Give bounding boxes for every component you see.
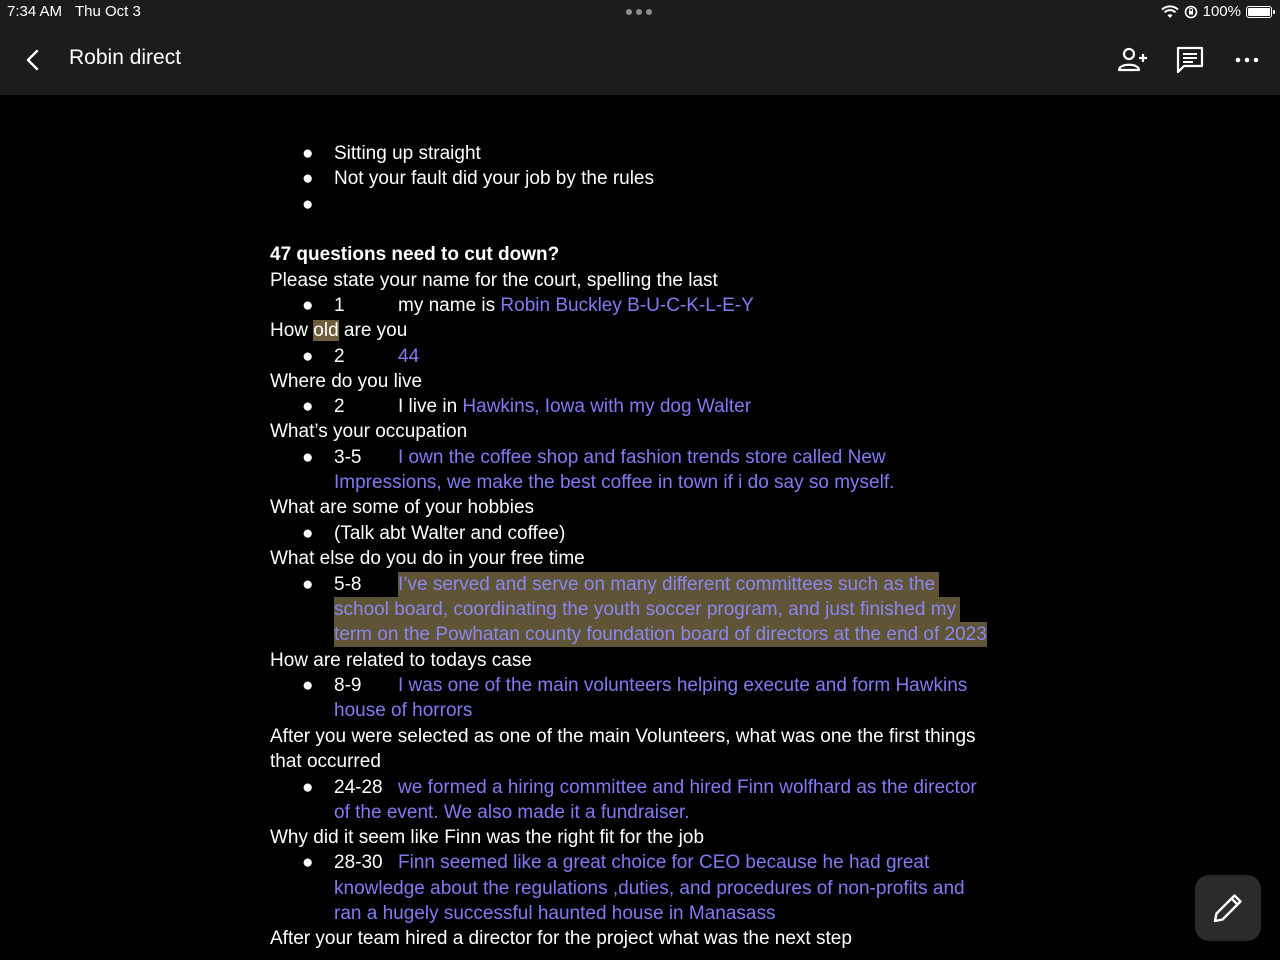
answer-prefix: I live in — [398, 396, 463, 417]
answer-continuation: ran a hugely successful haunted house in Manasass — [334, 903, 776, 924]
answer-prefix: my name is — [398, 295, 501, 316]
app-bar — [0, 24, 1280, 95]
answer-text — [398, 293, 754, 318]
status-indicators — [1161, 3, 1272, 20]
bullet-icon: ● — [302, 346, 314, 367]
answer-text: 44 — [398, 346, 420, 367]
answer-text: Finn seemed like a great choice for CEO because he had great — [398, 852, 930, 873]
answer-text — [398, 394, 751, 419]
bullet-icon: ● — [302, 194, 314, 215]
answer-value: Robin Buckley B-U-C-K-L-E-Y — [500, 295, 754, 316]
answer-text: I was one of the main volunteers helping execute and form Hawkins — [398, 675, 968, 696]
comment-icon — [1174, 45, 1206, 75]
question-text: Please state your name for the court, spelling the last — [270, 270, 718, 291]
line-ref: 24-28 — [334, 777, 383, 798]
answer-text: we formed a hiring committee and hired Finn wolfhard as the director — [398, 777, 977, 798]
line-ref: 3-5 — [334, 447, 362, 468]
bullet-icon: ● — [302, 574, 314, 595]
answer-continuation: house of horrors — [334, 700, 473, 721]
share-button[interactable] — [1117, 45, 1149, 75]
bullet-icon: ● — [302, 777, 314, 798]
pencil-icon — [1195, 875, 1261, 941]
wifi-icon — [1161, 5, 1179, 19]
bullet-icon: ● — [302, 143, 314, 164]
multitasking-dots-icon[interactable] — [626, 9, 652, 15]
line-ref: 2 — [334, 346, 345, 367]
chevron-left-icon — [18, 46, 48, 74]
status-bar — [0, 0, 1280, 24]
battery-icon — [1246, 6, 1272, 18]
bullet-icon: ● — [302, 295, 314, 316]
question-text: How are related to todays case — [270, 650, 532, 671]
line-ref: 5-8 — [334, 574, 362, 595]
line-ref: 28-30 — [334, 852, 383, 873]
bullet-icon: ● — [302, 852, 314, 873]
search-highlight: old — [313, 320, 339, 341]
question-text: What are some of your hobbies — [270, 497, 535, 518]
question-text: After you were selected as one of the main Volunteers, what was one the first things — [270, 726, 976, 747]
bullet-icon: ● — [302, 168, 314, 189]
document-title: Robin direct — [69, 46, 182, 69]
answer-value: Hawkins, Iowa with my dog Walter — [462, 396, 752, 417]
answer-continuation: knowledge about the regulations ,duties, and procedures of non-profits and — [334, 878, 965, 899]
question-text: that occurred — [270, 751, 381, 772]
question-text: What else do you do in your free time — [270, 548, 585, 569]
battery-percent: 100% — [1202, 3, 1241, 20]
add-person-icon — [1117, 45, 1149, 75]
orientation-lock-icon — [1184, 5, 1198, 19]
question-text: Where do you live — [270, 371, 423, 392]
bullet-icon: ● — [302, 675, 314, 696]
answer-text: I own the coffee shop and fashion trends store called New — [398, 447, 886, 468]
back-button[interactable] — [18, 46, 48, 74]
selected-answer-continuation: term on the Powhatan county foundation board of directors at the end of 2023 — [334, 624, 987, 645]
answer-continuation: Impressions, we make the best coffee in town if i do say so myself. — [334, 472, 895, 493]
line-ref: 8-9 — [334, 675, 362, 696]
question-part: How — [270, 320, 314, 341]
question-text: What’s your occupation — [270, 421, 468, 442]
answer-continuation: of the event. We also made it a fundraiser. — [334, 802, 690, 823]
comments-button[interactable] — [1174, 45, 1206, 75]
question-text — [270, 318, 407, 343]
line-ref: 2 — [334, 396, 345, 417]
bullet-icon: ● — [302, 523, 314, 544]
selected-answer-continuation: school board, coordinating the youth soccer program, and just finished my — [334, 597, 960, 622]
section-heading: 47 questions need to cut down? — [270, 244, 560, 265]
list-item-text: Not your fault did your job by the rules — [334, 168, 655, 189]
more-options-button[interactable] — [1231, 45, 1263, 75]
status-date: Thu Oct 3 — [75, 3, 141, 20]
answer-note: (Talk abt Walter and coffee) — [334, 523, 566, 544]
bullet-icon: ● — [302, 447, 314, 468]
list-item-text: Sitting up straight — [334, 143, 481, 164]
line-ref: 1 — [334, 295, 345, 316]
question-text: Why did it seem like Finn was the right fit for the job — [270, 827, 705, 848]
selected-answer-text: I’ve served and serve on many different committees such as the — [398, 572, 939, 597]
question-text: After your team hired a director for the project what was the next step — [270, 928, 852, 949]
edit-button[interactable] — [1195, 875, 1261, 941]
bullet-icon: ● — [302, 396, 314, 417]
status-time: 7:34 AM — [7, 3, 63, 20]
more-horizontal-icon — [1231, 45, 1263, 75]
question-part: are you — [338, 320, 408, 341]
